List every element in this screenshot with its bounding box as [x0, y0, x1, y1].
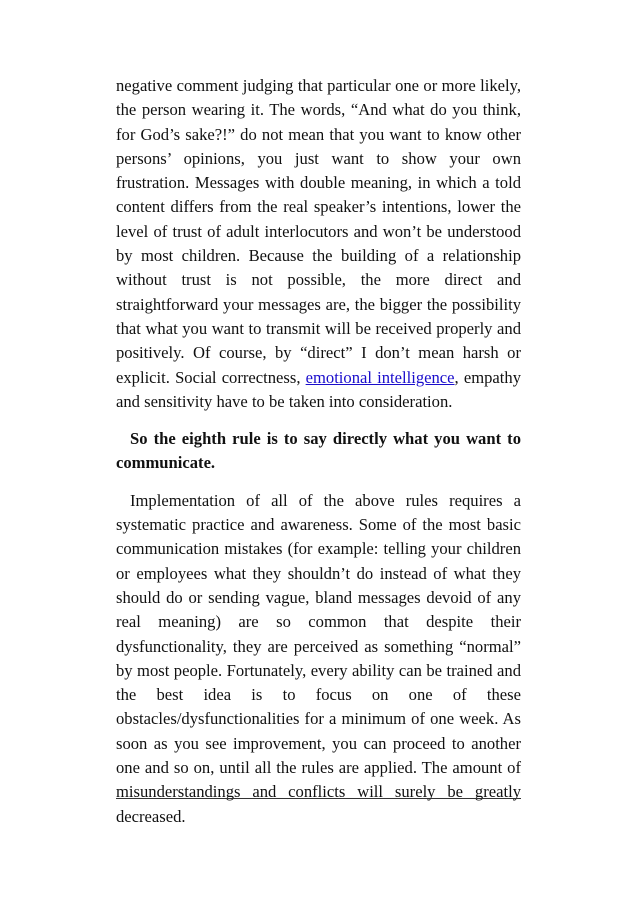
paragraph-text-before-link: negative comment judging that particular one or more likely, the person wearing it. The words, “And what do you think, for God’s sake?!” do not mean that you want to know other persons’ opinions, you just want to show your own frustration. Messages with double meaning, in which a told content differs from the real speaker’s intentions, lower the level of trust of adult interlocutors and won’t be understood by most children. Because the building of a relationship without trust is not possible, the more direct and straightforward your messages are, the bigger the possibility that what you want to transmit will be received properly and positively. Of course, by “direct” I don’t mean harsh or explicit. Social correctness,: [116, 76, 521, 387]
paragraph-text-after-link: , empathy and sensitivity have to be taken into consideration.: [116, 367, 521, 411]
footer-divider: [116, 798, 521, 799]
eighth-rule-statement: So the eighth rule is to say directly what you want to communicate.: [116, 429, 521, 473]
emotional-intelligence-link[interactable]: emotional intelligence: [305, 367, 455, 387]
paragraph-implementation: Implementation of all of the above rules requires a systematic practice and awareness. Some of the most basic communication mistakes (for example: telling your children or employees what they shouldn’t do instead of what they should do or sending vague, bland messages devoid of any real meaning) are so common that despite their dysfunctionality, they are perceived as something “normal” by most people. Fortunately, every ability can be trained and the best idea is to focus on one of these obstacles/dysfunctionalities for a minimum of one week. As soon as you see improvement, you can proceed to another one and so on, until all the rules are applied. The amount of misunderstandings and conflicts will surely be greatly decreased.: [116, 490, 521, 826]
paragraph-double-meaning: [116, 74, 521, 414]
page-body: [116, 74, 521, 829]
